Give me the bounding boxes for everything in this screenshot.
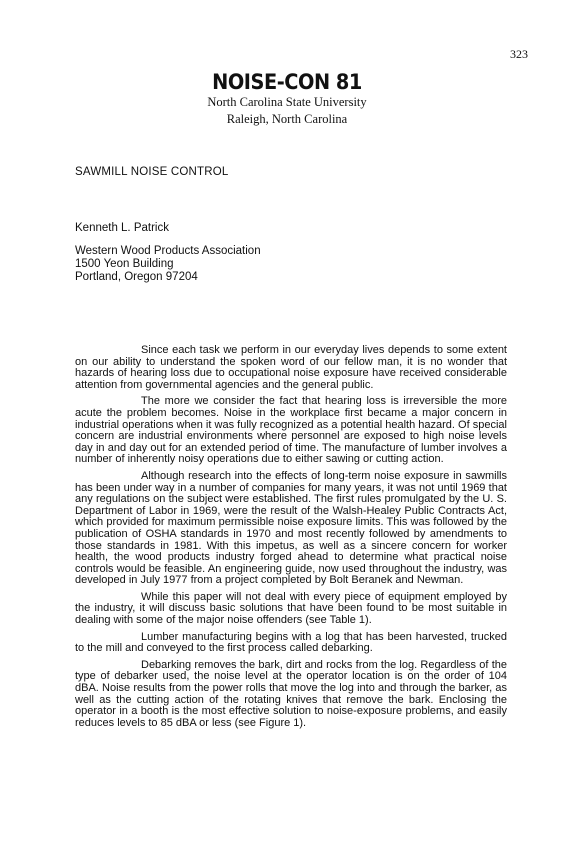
author-affiliation <box>75 245 261 284</box>
paragraph: The more we consider the fact that hearing loss is irreversible the more acute the problem becomes. Noise in the workplace first became a major concern in industrial operations when it was fully recognized as a potential health hazard. Of special concern are industrial environments where personnel are exposed to high noise levels day in and day out for an extended period of time. The manufacture of lumber involves a number of inherently noisy operations due to either sawing or cutting action. <box>75 395 507 466</box>
conference-institution: North Carolina State University <box>207 95 367 109</box>
conference-title: NOISE-CON 81 <box>212 70 362 94</box>
paragraph: Since each task we perform in our everyday lives depends to some extent on our ability to understand the spoken word of our fellow man, it is no wonder that hazards of hearing loss due to occupational noise exposure have received considerable attention from governmental agencies and the general public. <box>75 344 507 391</box>
paragraph: While this paper will not deal with every piece of equipment employed by the industry, it will discuss basic solutions that have been found to be most suitable in dealing with some of the major noise offenders (see Table 1). <box>75 590 507 627</box>
conference-header <box>0 70 574 128</box>
affiliation-city: Portland, Oregon 97204 <box>75 271 198 283</box>
paragraph: Although research into the effects of long-term noise exposure in sawmills has been under way in a number of companies for many years, it was not until 1969 that any regulations on the subject were established. The first rules promulgated by the U. S. Department of Labor in 1969, were the result of the Walsh-Healey Public Contracts Act, which provided for maximum permissible noise exposure limits. This was followed by the publication of OSHA standards in 1970 and most recently followed by amendments to those standards in 1981. With this impetus, as well as a sincere concern for worker health, the wood products industry forged ahead to determine what practical noise controls would be feasible. An engineering guide, now used throughout the industry, was developed in July 1977 from a project completed by Bolt Beranek and Newman. <box>75 469 507 587</box>
body-text <box>75 345 507 734</box>
conference-location: Raleigh, North Carolina <box>226 112 348 126</box>
paragraph: Lumber manufacturing begins with a log that has been harvested, trucked to the mill and conveyed to the first process called debarking. <box>75 630 507 655</box>
paper-title: SAWMILL NOISE CONTROL <box>75 166 229 178</box>
affiliation-organization: Western Wood Products Association <box>75 245 261 257</box>
affiliation-street: 1500 Yeon Building <box>75 258 174 270</box>
page-number: 323 <box>510 47 528 61</box>
paragraph: Debarking removes the bark, dirt and rocks from the log. Regardless of the type of debarker used, the noise level at the operator location is on the order of 104 dBA. Noise results from the power rolls that move the log into and through the barker, as well as the cutting action of the rotating knives that remove the bark. Enclosing the operator in a booth is the most effective solution to noise-exposure problems, and easily reduces levels to 85 dBA or less (see Figure 1). <box>75 658 507 729</box>
author-name: Kenneth L. Patrick <box>75 222 169 234</box>
